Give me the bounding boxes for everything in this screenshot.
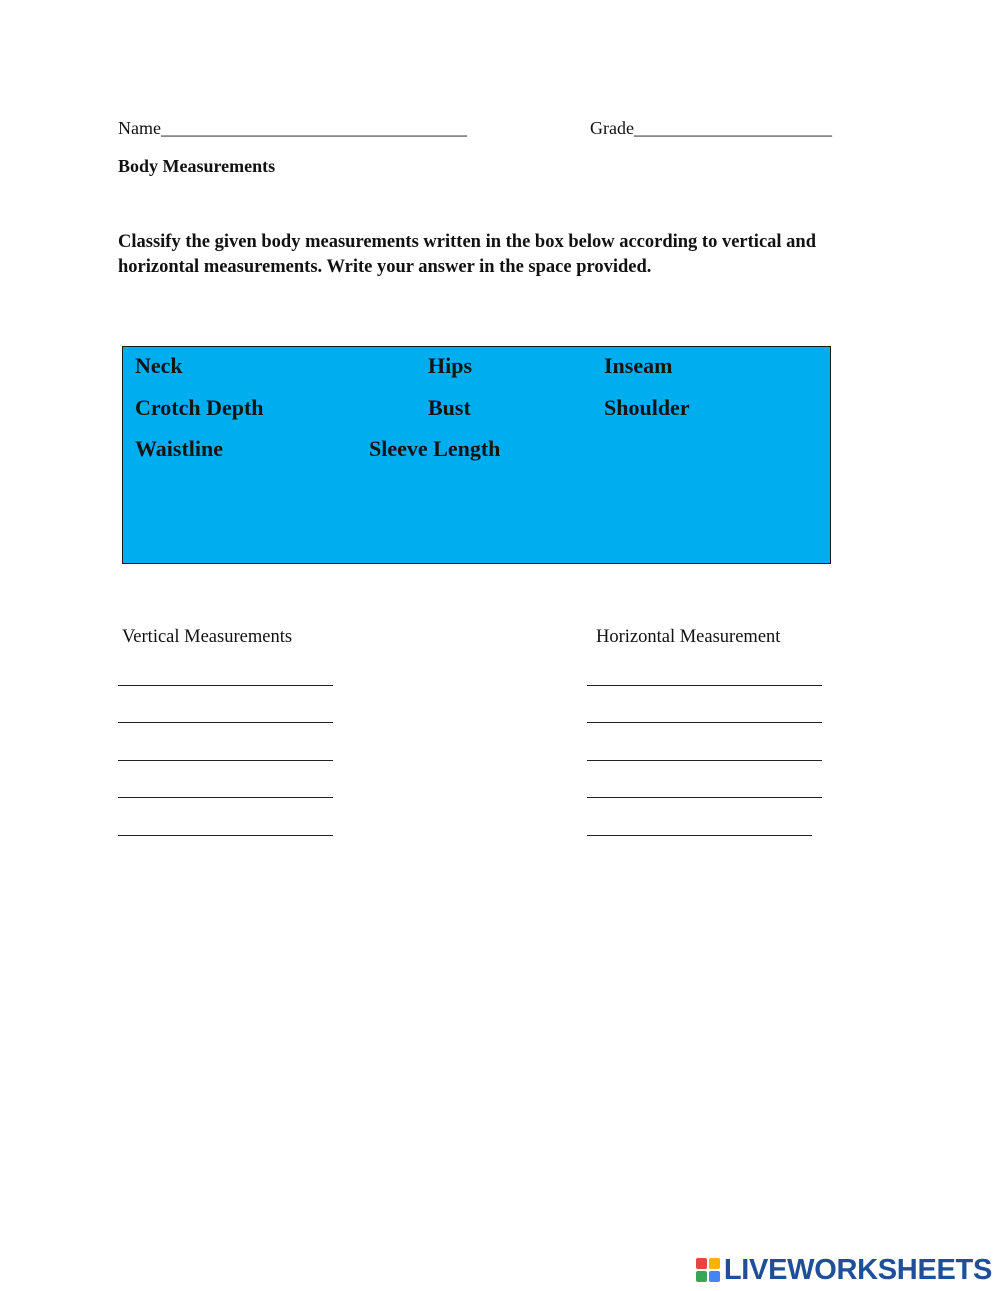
horizontal-answer-line-1[interactable] [587,685,822,686]
horizontal-answer-line-2[interactable] [587,722,822,723]
logo-tile [696,1258,707,1269]
word-waistline: Waistline [135,436,224,461]
logo-text: LIVEWORKSHEETS [723,1253,992,1286]
horizontal-answer-line-4[interactable] [587,797,822,798]
word-bust: Bust [428,395,471,420]
horizontal-heading: Horizontal Measurement [596,627,781,647]
word-neck: Neck [135,353,183,378]
page-title: Body Measurements [118,156,276,176]
word-inseam: Inseam [604,353,673,378]
vertical-answer-line-3[interactable] [118,760,333,761]
grade-field-label: Grade______________________ [590,118,832,138]
horizontal-answer-line-3[interactable] [587,760,822,761]
vertical-answer-line-5[interactable] [118,835,333,836]
word-crotch-depth: Crotch Depth [135,395,264,420]
vertical-answer-line-2[interactable] [118,722,333,723]
vertical-heading: Vertical Measurements [122,627,293,647]
word-shoulder: Shoulder [604,395,690,420]
logo-tiles-icon [696,1258,720,1282]
logo-tile [696,1271,707,1282]
instructions: Classify the given body measurements written in the box below according to vertical and horizontal measurements. Write your answer in the space provided. [118,232,816,277]
name-field-label: Name__________________________________ [118,118,467,138]
liveworksheets-logo [696,1254,992,1286]
vertical-answer-line-1[interactable] [118,685,333,686]
horizontal-answer-line-5[interactable] [587,835,812,836]
logo-tile [709,1258,720,1269]
word-sleeve-length: Sleeve Length [369,436,501,461]
logo-tile [709,1271,720,1282]
vertical-answer-line-4[interactable] [118,797,333,798]
word-box [122,346,831,564]
word-hips: Hips [428,353,473,378]
